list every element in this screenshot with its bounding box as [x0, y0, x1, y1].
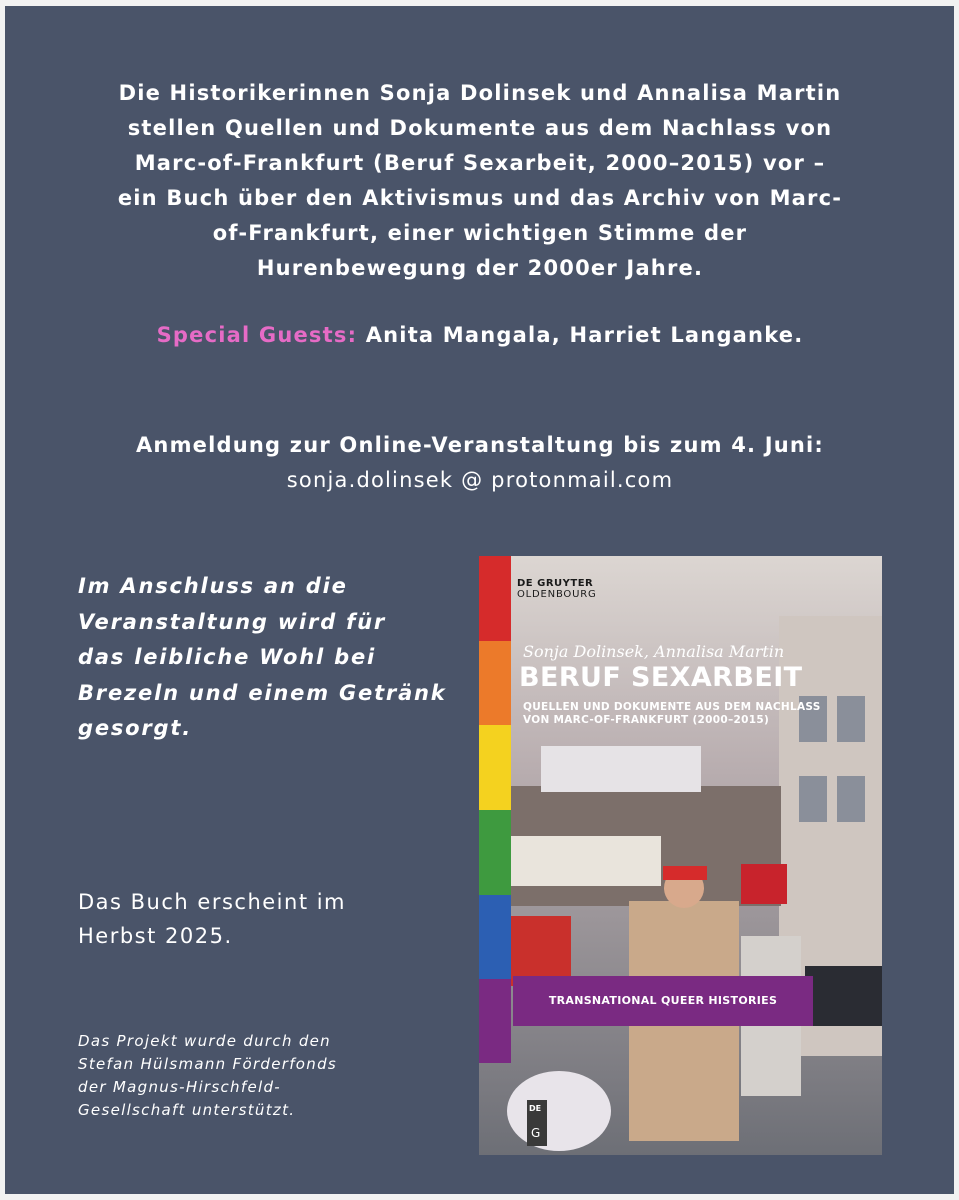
- eros-center-sign: [741, 864, 787, 904]
- registration-email[interactable]: sonja.dolinsek @ protonmail.com: [286, 468, 674, 492]
- funding-line: Stefan Hülsmann Förderfonds: [78, 1055, 338, 1073]
- rainbow-stripe-orange: [479, 641, 511, 725]
- catering-line: Im Anschluss an die: [78, 574, 348, 598]
- intro-line: Hurenbewegung der 2000er Jahre.: [256, 256, 704, 280]
- special-guests-names: Anita Mangala, Harriet Langanke.: [365, 323, 804, 347]
- book-series-band: TRANSNATIONAL QUEER HISTORIES: [513, 976, 813, 1026]
- catering-line: Veranstaltung wird für: [78, 609, 386, 634]
- funding-line: Gesellschaft unterstützt.: [78, 1101, 296, 1119]
- intro-text: [40, 76, 920, 286]
- rainbow-stripe-yellow: [479, 725, 511, 810]
- shop-awning: [511, 836, 661, 886]
- publisher-name: DE GRUYTER: [517, 578, 594, 589]
- red-cap: [663, 866, 707, 880]
- registration-deadline: Anmeldung zur Online-Veranstaltung bis zum 4. Juni:: [135, 433, 825, 457]
- intro-line: of-Frankfurt, einer wichtigen Stimme der: [212, 221, 748, 245]
- intro-line: Die Historikerinnen Sonja Dolinsek und Annalisa Martin: [118, 81, 842, 105]
- publisher-logo-top: DE: [529, 1104, 542, 1113]
- book-title: BERUF SEXARBEIT: [519, 662, 803, 693]
- rainbow-stripe-purple: [479, 979, 511, 1063]
- publication-line: Das Buch erscheint im: [78, 890, 347, 914]
- intro-line: ein Buch über den Aktivismus und das Archiv von Marc-: [117, 186, 843, 210]
- book-authors: Sonja Dolinsek, Annalisa Martin: [523, 642, 785, 661]
- funding-note: [78, 1030, 438, 1122]
- intro-line: stellen Quellen und Dokumente aus dem Nachlass von: [127, 116, 833, 140]
- catering-line: Brezeln und einem Getränk: [78, 680, 447, 705]
- book-subtitle-line: VON MARC-OF-FRANKFURT (2000–2015): [523, 714, 770, 726]
- building-window: [799, 776, 827, 822]
- catering-line: das leibliche Wohl bei: [78, 645, 377, 669]
- building-window: [837, 696, 865, 742]
- intro-line: Marc-of-Frankfurt (Beruf Sexarbeit, 2000–2015) vor –: [134, 151, 826, 175]
- book-subtitle: [523, 701, 821, 727]
- catering-note: [78, 569, 478, 747]
- rainbow-stripe-red: [479, 556, 511, 641]
- parked-car: [805, 966, 882, 1026]
- banner: [541, 746, 701, 792]
- rainbow-stripe-green: [479, 810, 511, 895]
- publisher-imprint: OLDENBOURG: [517, 589, 597, 600]
- catering-line: gesorgt.: [78, 716, 193, 740]
- book-subtitle-line: QUELLEN UND DOKUMENTE AUS DEM NACHLASS: [523, 701, 821, 713]
- funding-line: Das Projekt wurde durch den: [78, 1032, 331, 1050]
- special-guests-label: Special Guests:: [156, 323, 358, 347]
- special-guests: [40, 323, 920, 347]
- rainbow-stripe-blue: [479, 895, 511, 979]
- book-cover: [479, 556, 882, 1155]
- publisher-logo-bottom: G: [531, 1126, 541, 1140]
- publication-line: Herbst 2025.: [78, 924, 233, 948]
- registration-info: [40, 428, 920, 498]
- funding-line: der Magnus-Hirschfeld-: [78, 1078, 281, 1096]
- drum: [507, 1071, 611, 1151]
- building-window: [837, 776, 865, 822]
- publication-date-note: [78, 885, 418, 953]
